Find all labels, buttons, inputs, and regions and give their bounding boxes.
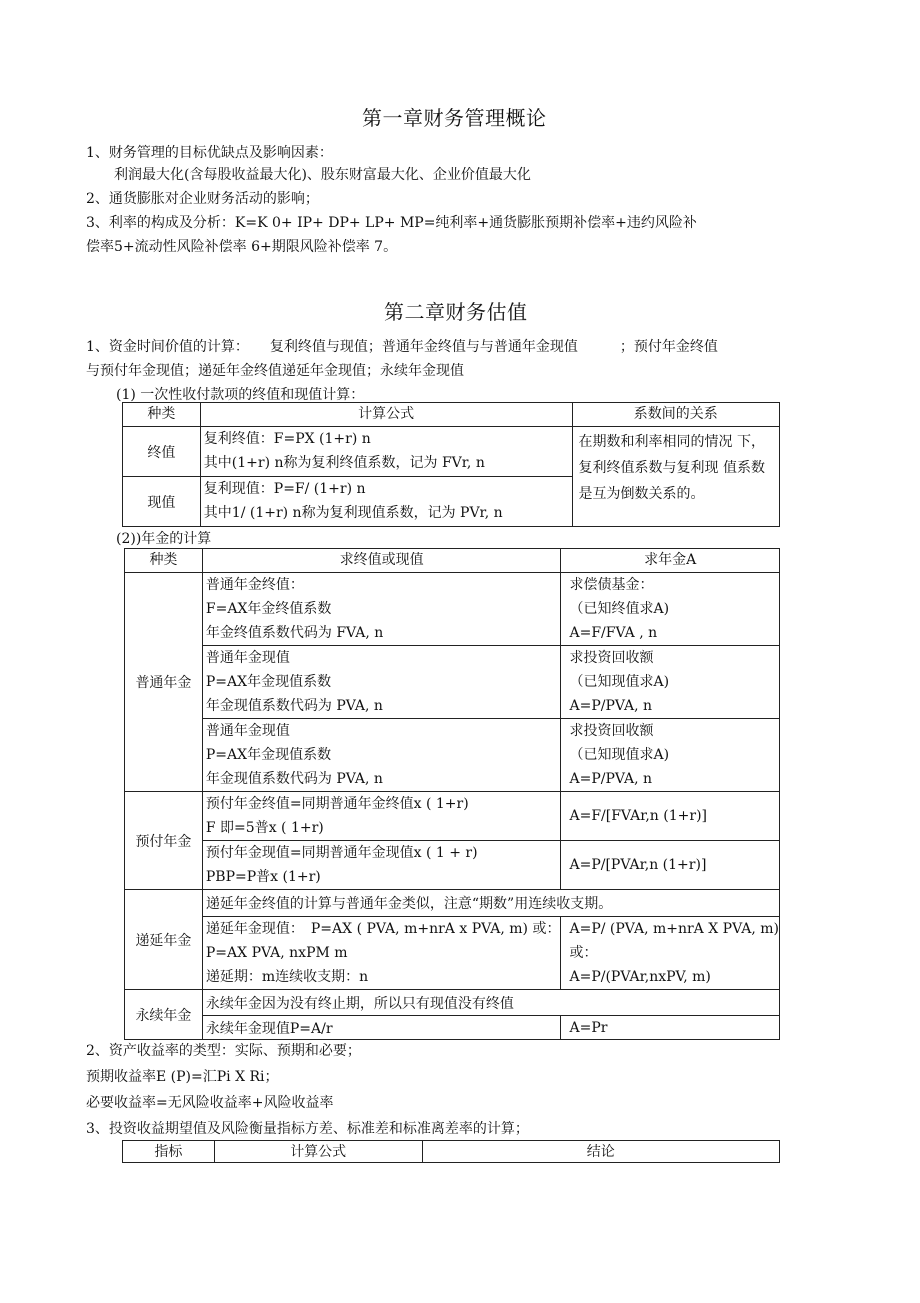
formula-cell [202, 841, 561, 890]
annuity-line: （已知现值求A) [569, 674, 670, 690]
annuity-cell: A=P/[PVAr,n (1+r)] [561, 841, 780, 890]
ch2-item3: 3、投资收益期望值及风险衡量指标方差、标准差和标准离差率的计算； [86, 1121, 529, 1137]
table1-header-formula: 计算公式 [200, 403, 572, 427]
formula-line: 递延期：m连续收支期：n [205, 969, 369, 985]
formula-line: 预付年金终值=同期普通年金终值x ( 1+r) [205, 796, 469, 812]
formula-line: PBP=P普x (1+r) [205, 869, 321, 885]
table2-header-value: 求终值或现值 [202, 549, 561, 573]
annuity-cell [561, 573, 780, 646]
ch1-item3-cont: 偿率5+流动性风险补偿率 6+期限风险补偿率 7。 [86, 239, 398, 255]
formula-line: F=AX年金终值系数 [205, 601, 332, 617]
required-return: 必要收益率=无风险收益率+风险收益率 [86, 1095, 334, 1111]
table1-header-relation: 系数间的关系 [572, 403, 779, 427]
deferred-annuity-label: 递延年金 [125, 890, 203, 990]
formula-line: 递延年金现值： P=AX ( PVA, m+nrA x PVA, m) 或： [205, 921, 561, 937]
ch1-item1-detail: 利润最大化(含每股收益最大化)、股东财富最大化、企业价值最大化 [114, 167, 531, 183]
annuity-line: （已知终值求A) [569, 601, 670, 617]
deferred-note: 递延年金终值的计算与普通年金类似，注意“期数”用连续收支期。 [202, 890, 779, 917]
annuity-line: （已知现值求A) [569, 747, 670, 763]
perpetual-formula: 永续年金现值P=A/r [202, 1016, 561, 1040]
perpetual-annuity-label: 永续年金 [125, 990, 203, 1040]
table1-row-type: 终值 [123, 427, 201, 477]
formula-cell [202, 719, 561, 792]
table1-title: (1) 一次性收付款项的终值和现值计算： [116, 387, 365, 403]
chapter1-title: 第一章财务管理概论 [362, 106, 547, 130]
formula-line: 普通年金现值 [205, 650, 290, 666]
annuity-line: A=P/ (PVA, m+nrA X PVA, m) [569, 921, 779, 937]
annuity-line: A=P/PVA, n [569, 771, 653, 787]
annuity-cell [561, 719, 780, 792]
ch1-item3: 3、利率的构成及分析：K=K 0+ IP+ DP+ LP+ MP=纯利率+通货膨胀预期补偿率+违约风险补 [86, 215, 697, 231]
table2-header-type: 种类 [125, 549, 203, 573]
table1-formula-line: 复利终值：F=PX (1+r) n [203, 431, 371, 447]
formula-cell [202, 646, 561, 719]
formula-cell [202, 917, 561, 990]
formula-cell [202, 573, 561, 646]
ch1-item1: 1、财务管理的目标优缺点及影响因素： [86, 145, 333, 161]
perpetual-annuity: A=Pr [561, 1016, 780, 1040]
table2-header-annuity: 求年金A [561, 549, 780, 573]
table1-formula-line: 其中1/ (1+r) n称为复利现值系数，记为 PVr, n [203, 505, 503, 521]
table1-relation: 在期数和利率相同的情况 下，复利终值系数与复利现 值系数是互为倒数关系的。 [572, 427, 779, 527]
formula-line: P=AX年金现值系数 [205, 674, 332, 690]
chapter2-title: 第二章财务估值 [384, 300, 528, 324]
annuity-line: 求投资回收额 [569, 650, 654, 666]
ch2-intro-line1: 1、资金时间价值的计算： 复利终值与现值；普通年金终值与与普通年金现值 ；预付年金终值 [86, 339, 718, 355]
ch2-item2: 2、资产收益率的类型：实际、预期和必要； [86, 1043, 361, 1059]
formula-line: P=AX PVA, nxPM m [205, 945, 348, 961]
table1-formula-line: 复利现值：P=F/ (1+r) n [203, 481, 366, 497]
annuity-cell: A=F/[FVAr,n (1+r)] [561, 792, 780, 841]
annuity-table [124, 548, 780, 1040]
table1-formula-line: 其中(1+r) n称为复利终值系数，记为 FVr, n [203, 455, 485, 471]
formula-line: 年金终值系数代码为 FVA, n [205, 625, 384, 641]
table1-header-type: 种类 [123, 403, 201, 427]
annuity-line: A=F/FVA , n [569, 625, 658, 641]
perpetual-note: 永续年金因为没有终止期，所以只有现值没有终值 [202, 990, 779, 1016]
annuity-line: 求投资回收额 [569, 723, 654, 739]
formula-line: 年金现值系数代码为 PVA, n [205, 771, 383, 787]
formula-line: 普通年金现值 [205, 723, 290, 739]
table3-header-conclusion: 结论 [422, 1141, 779, 1163]
formula-line: F 即=5普x ( 1+r) [205, 820, 324, 836]
formula-line: P=AX年金现值系数 [205, 747, 332, 763]
annuity-line: A=P/(PVAr,nxPV, m) [569, 969, 711, 985]
table1-formula-cell [200, 477, 572, 527]
formula-line: 普通年金终值： [205, 577, 304, 593]
annuity-line: 求偿债基金： [569, 577, 654, 593]
lump-sum-table [122, 402, 780, 527]
formula-cell [202, 792, 561, 841]
ch1-item2: 2、通货膨胀对企业财务活动的影响； [86, 191, 319, 207]
table3-header-indicator: 指标 [123, 1141, 215, 1163]
formula-line: 年金现值系数代码为 PVA, n [205, 698, 383, 714]
expected-return: 预期收益率E (P)=汇Pi X Ri； [86, 1069, 279, 1085]
table3-header-formula: 计算公式 [214, 1141, 422, 1163]
table1-row-type: 现值 [123, 477, 201, 527]
ch2-intro-line2: 与预付年金现值；递延年金终值递延年金现值；永续年金现值 [86, 363, 464, 379]
risk-measures-table [122, 1140, 780, 1163]
formula-line: 预付年金现值=同期普通年金现值x ( 1 + r) [205, 845, 478, 861]
ordinary-annuity-label: 普通年金 [125, 573, 203, 792]
annuity-cell [561, 917, 780, 990]
annuity-line: 或： [569, 945, 598, 961]
prepaid-annuity-label: 预付年金 [125, 792, 203, 890]
table2-title: (2))年金的计算 [116, 531, 212, 547]
annuity-line: A=P/PVA, n [569, 698, 653, 714]
table1-formula-cell [200, 427, 572, 477]
annuity-cell [561, 646, 780, 719]
